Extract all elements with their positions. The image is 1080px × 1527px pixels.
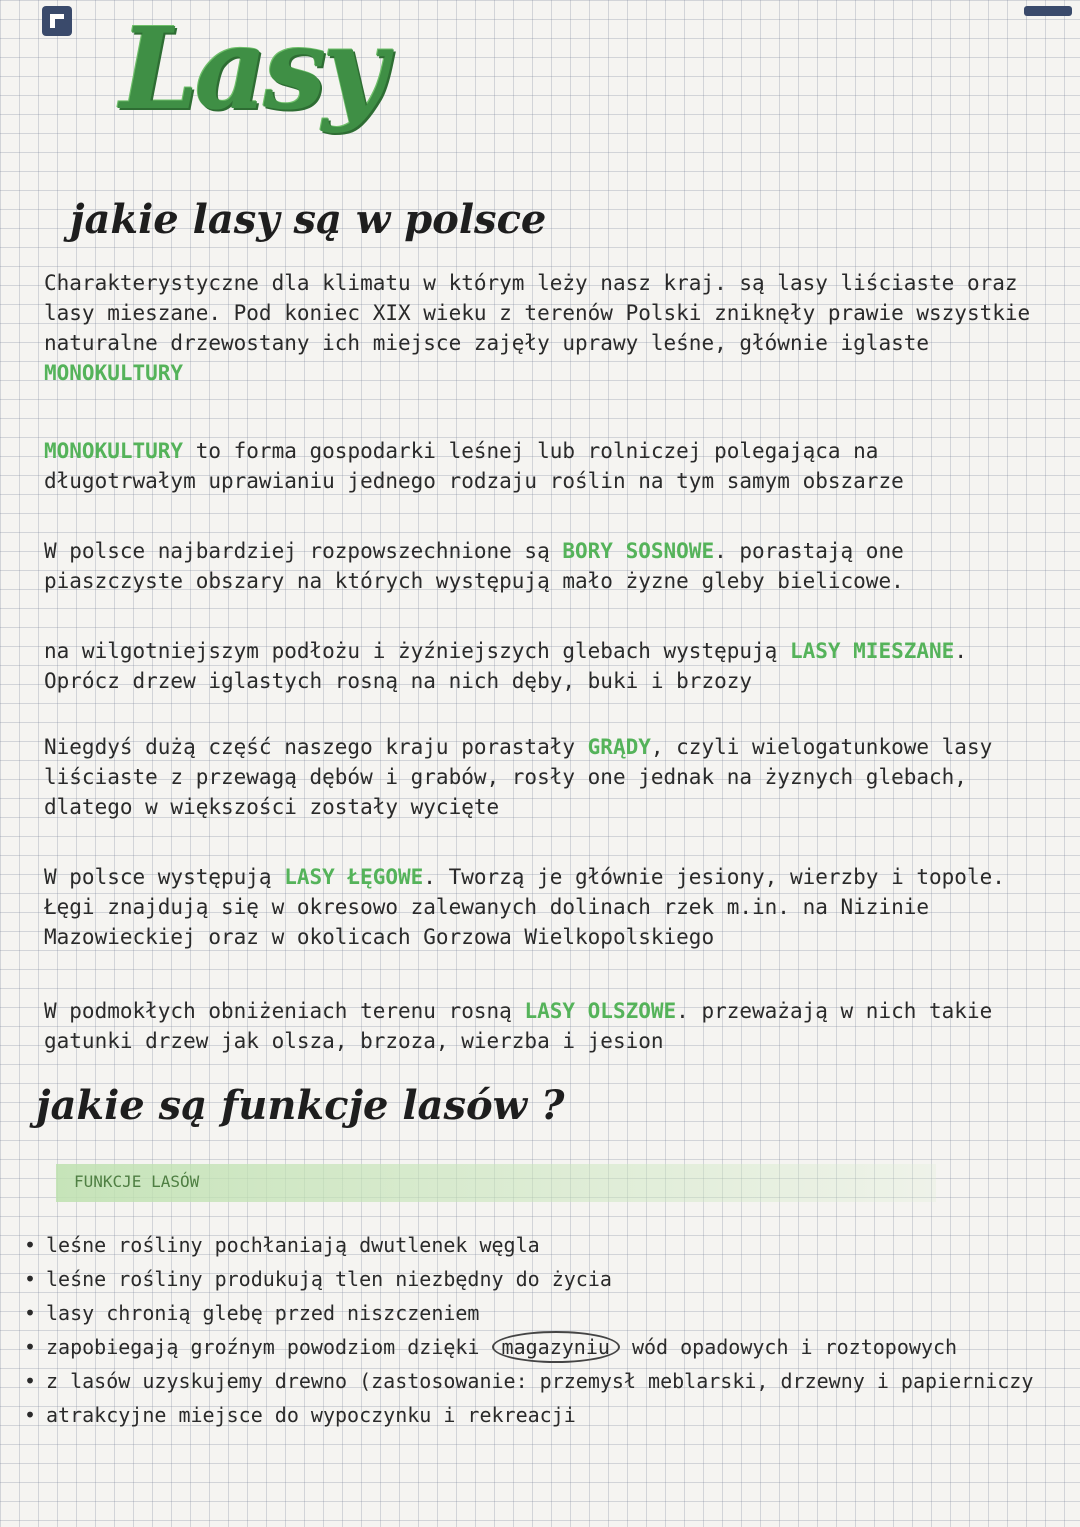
list-item-text: zapobiegają groźnym powodziom dzięki	[46, 1335, 492, 1359]
paragraph-text: W polsce najbardziej rozpowszechnione są	[44, 539, 563, 563]
list-item-text: z lasów uzyskujemy drewno (zastosowanie: przemysł meblarski, drzewny i papierniczy	[46, 1369, 1034, 1393]
paragraph-pine-forests	[44, 536, 1034, 596]
menu-bar-icon	[1024, 6, 1072, 16]
paragraph-text: . Tworzą je głównie jesiony, wierzby i topole. Łęgi znajdują się w okresowo zalewanych dolinach rzek m.in. na Nizinie Mazowieckiej oraz w okolicach Gorzowa Wielkopolskiego	[44, 865, 1005, 949]
paragraph-riparian-forests	[44, 862, 1034, 952]
page-title: Lasy	[120, 4, 384, 135]
list-item	[22, 1398, 1022, 1432]
circled-word: magazyniu	[492, 1331, 620, 1363]
list-item	[22, 1228, 1022, 1262]
paragraph-mixed-forests	[44, 636, 1034, 696]
highlight-term: MONOKULTURY	[44, 361, 184, 385]
paragraph-text: , czyli wielogatunkowe lasy liściaste z przewagą dębów i grabów, rosły one jednak na żyznych glebach, dlatego w większości zostały wycięte	[44, 735, 993, 819]
highlight-term: LASY OLSZOWE	[524, 999, 677, 1023]
list-item	[22, 1296, 1022, 1330]
paragraph-monocultures	[44, 436, 1034, 496]
list-item-text: leśne rośliny produkują tlen niezbędny do życia	[46, 1267, 612, 1291]
paragraph-text: to forma gospodarki leśnej lub rolniczej polegająca na długotrwałym uprawianiu jednego rodzaju roślin na tym samym obszarze	[44, 439, 904, 493]
highlight-term: GRĄDY	[587, 735, 651, 759]
paragraph-text: W polsce występują	[44, 865, 285, 889]
paragraph-text: . Oprócz drzew iglastych rosną na nich dęby, buki i brzozy	[44, 639, 967, 693]
list-item	[22, 1330, 1022, 1364]
section-heading-forest-functions: jakie są funkcje lasów ?	[36, 1082, 565, 1129]
highlight-term: LASY MIESZANE	[789, 639, 955, 663]
paragraph-text: . porastają one piaszczyste obszary na których występują mało żyzne gleby bielicowe.	[44, 539, 904, 593]
highlight-term: BORY SOSNOWE	[562, 539, 715, 563]
list-item	[22, 1364, 1034, 1398]
app-logo-icon	[42, 6, 72, 36]
highlight-term: MONOKULTURY	[44, 439, 184, 463]
paragraph-text: . przeważają w nich takie gatunki drzew jak olsza, brzoza, wierzba i jesion	[44, 999, 993, 1053]
list-item	[22, 1262, 1022, 1296]
list-item-text: atrakcyjne miejsce do wypoczynku i rekreacji	[46, 1403, 576, 1427]
paragraph-intro	[44, 268, 1034, 388]
paragraph-text: Charakterystyczne dla klimatu w którym leży nasz kraj. są lasy liściaste oraz lasy mieszane. Pod koniec XIX wieku z terenów Polski zniknęły prawie wszystkie naturalne drzewostany ich miejsce zajęły uprawy leśne, głównie iglaste	[44, 271, 1031, 355]
list-item-text: wód opadowych i roztopowych	[619, 1335, 958, 1359]
highlight-term: LASY ŁĘGOWE	[284, 865, 424, 889]
paragraph-text: Niegdyś dużą część naszego kraju porastały	[44, 735, 588, 759]
functions-list	[22, 1228, 1034, 1432]
list-item-text: leśne rośliny pochłaniają dwutlenek węgla	[46, 1233, 540, 1257]
paragraph-text: na wilgotniejszym podłożu i żyźniejszych glebach występują	[44, 639, 790, 663]
paragraph-text: W podmokłych obniżeniach terenu rosną	[44, 999, 525, 1023]
section-heading-forest-types: jakie lasy są w polsce	[70, 196, 547, 243]
list-item-text: lasy chronią glebę przed niszczeniem	[46, 1301, 480, 1325]
paragraph-grady	[44, 732, 1034, 822]
paragraph-alder-forests	[44, 996, 1034, 1056]
functions-tag	[56, 1164, 936, 1202]
functions-tag-label: FUNKCJE LASÓW	[74, 1172, 200, 1191]
